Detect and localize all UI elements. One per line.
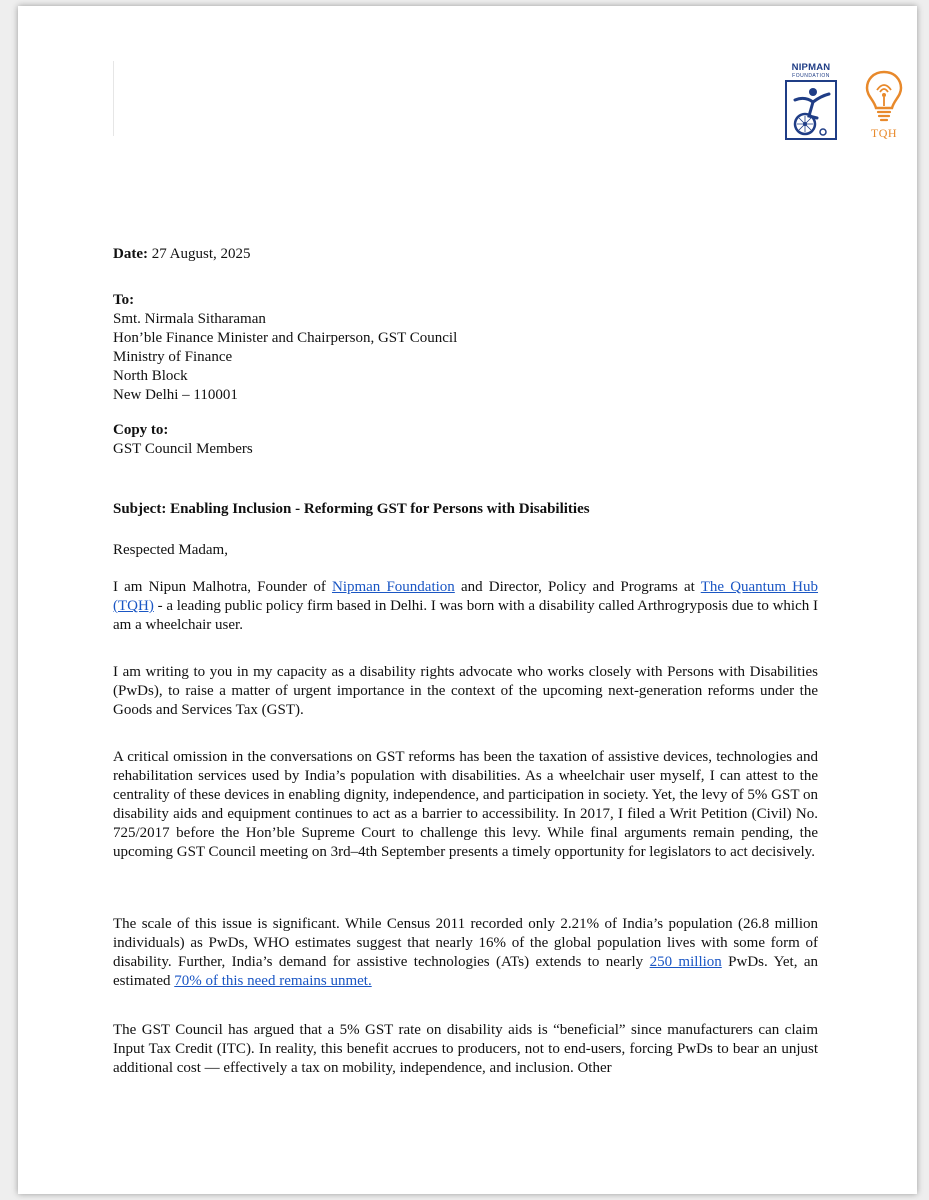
copy-value: GST Council Members — [113, 441, 253, 457]
salutation: Respected Madam, — [113, 542, 228, 558]
copy-to-block — [113, 421, 253, 459]
nipman-logo-subtitle: FOUNDATION — [792, 73, 830, 79]
paragraph-purpose: I am writing to you in my capacity as a disability rights advocate who works closely with Persons with Disabilities (PwDs), to raise a matter of urgent importance in the context of the upcoming next-generation reforms under the Goods and Services Tax (GST). — [113, 664, 818, 718]
recipient-city: New Delhi – 110001 — [113, 387, 238, 403]
nipman-foundation-link[interactable]: Nipman Foundation — [331, 579, 455, 595]
recipient-name: Smt. Nirmala Sitharaman — [113, 311, 266, 327]
tqh-logo-name: TQH — [870, 126, 898, 140]
header-logos — [782, 62, 912, 146]
recipient-block — [113, 291, 457, 405]
paragraph-scale: The scale of this issue is significant. While Census 2011 recorded only 2.21% of India’s population (26.8 million individuals) as PwDs, WHO estimates suggest that nearly 16% of the global population lives with some form of disability. Further, India’s demand for assistive technologies (ATs) extends to nearly 250 million PwDs. Yet, an estimated 70% of this need remains unmet. — [113, 916, 819, 989]
paragraph-omission: A critical omission in the conversations on GST reforms has been the taxation of assistive devices, technologies and rehabilitation services used by India’s population with disabilities. As a wheelchair user myself, I can attest to the centrality of these devices in enabling dignity, independence, and participation in society. Yet, the levy of 5% GST on disability aids and equipment continues to act as a barrier to accessibility. In 2017, I filed a Writ Petition (Civil) No. 725/2017 before the Hon’ble Supreme Court to challenge this levy. While final arguments remain pending, the upcoming GST Council meeting on 3rd–4th September presents a timely opportunity for legislators to act decisively. — [113, 749, 818, 860]
recipient-building: North Block — [113, 368, 188, 384]
nipman-logo-name: NIPMAN — [791, 62, 831, 73]
recipient-ministry: Ministry of Finance — [113, 349, 233, 365]
subject-line: Subject: Enabling Inclusion - Reforming GST for Persons with Disabilities — [113, 501, 590, 517]
date-value: 27 August, 2025 — [151, 246, 251, 262]
250-million-link[interactable]: 250 million — [649, 954, 722, 970]
wheelchair-figure-icon — [785, 80, 837, 140]
nipman-foundation-logo — [782, 62, 840, 144]
paragraph-introduction: I am Nipun Malhotra, Founder of Nipman Foundation and Director, Policy and Programs at The Quantum Hub (TQH) - a leading public policy firm based in Delhi. I was born with a disability called Arthrogryposis due to which I am a wheelchair user. — [113, 579, 819, 633]
tqh-logo — [862, 66, 906, 144]
paragraph-itc-argument: The GST Council has argued that a 5% GST rate on disability aids is “beneficial” since manufacturers can claim Input Tax Credit (ITC). In reality, this benefit accrues to producers, not to end-users, forcing PwDs to bear an unjust additional cost — effectively a tax on mobility, independence, and inclusion. Other — [113, 1022, 818, 1076]
copy-label: Copy to: — [113, 422, 169, 438]
page-margin-guide — [113, 61, 114, 136]
date-label: Date: — [113, 246, 148, 262]
date-line — [113, 245, 251, 264]
the-quantum-hub-link[interactable]: The Quantum Hub (TQH) — [113, 579, 819, 614]
letter-page — [18, 6, 917, 1194]
to-label: To: — [113, 292, 135, 308]
lightbulb-icon — [862, 66, 906, 126]
unmet-need-link[interactable]: 70% of this need remains unmet. — [174, 973, 372, 989]
recipient-title: Hon’ble Finance Minister and Chairperson, GST Council — [113, 330, 458, 346]
